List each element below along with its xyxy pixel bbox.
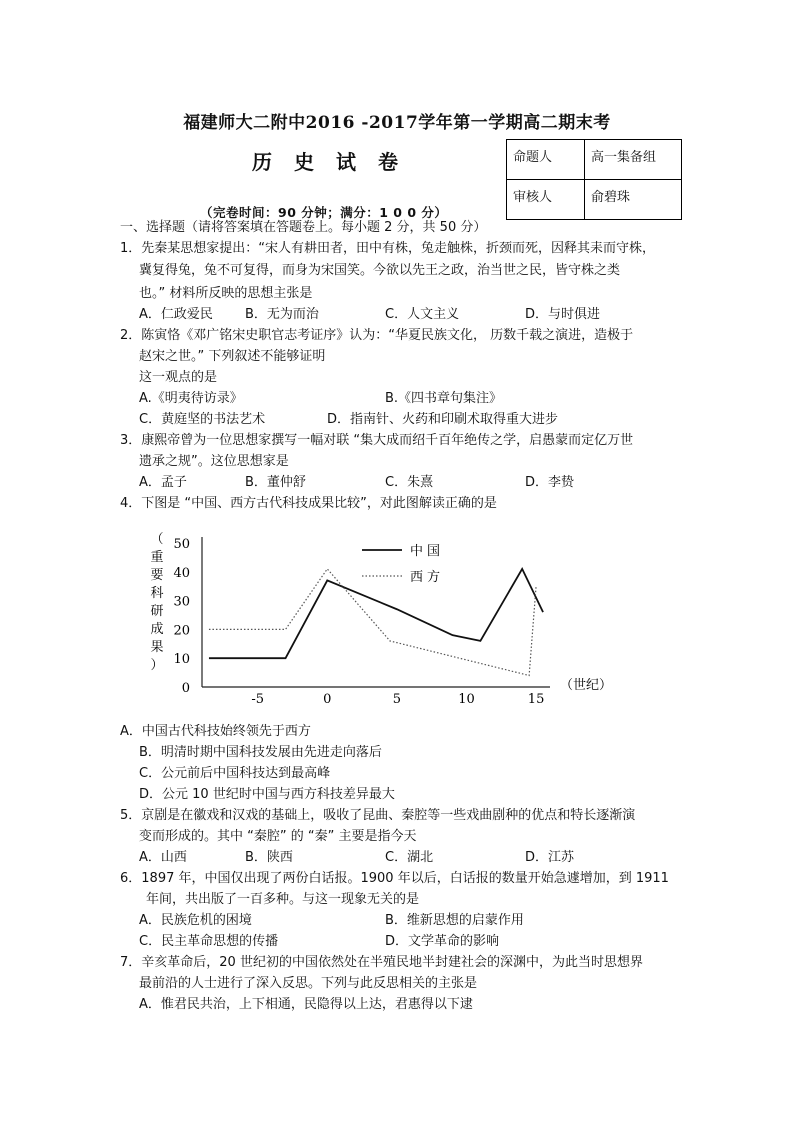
answer-option: B.《四书章句集注》 <box>385 391 503 406</box>
legend-label: 中国 <box>410 544 445 559</box>
x-axis-label: （世纪） <box>560 678 613 693</box>
x-tick-label: 5 <box>392 692 402 707</box>
answer-option: B．明清时期中国科技发展由先进走向落后 <box>139 745 382 760</box>
question-line: 赵宋之世。” 下列叙述不能够证明 <box>139 349 326 364</box>
x-tick-label: 10 <box>458 692 475 707</box>
staff-role: 命题人 <box>507 140 585 180</box>
answer-option: C．朱熹 <box>385 475 434 490</box>
y-tick-label: 50 <box>173 537 190 552</box>
answer-option: B．维新思想的启蒙作用 <box>385 913 524 928</box>
question-line: 4．下图是 “中国、西方古代科技成果比较”，对此图解读正确的是 <box>120 496 497 511</box>
answer-option: A．仁政爱民 <box>139 307 213 322</box>
y-tick-label: 10 <box>173 652 190 668</box>
answer-option: D．与时俱进 <box>525 307 601 322</box>
answer-option: B．无为而治 <box>245 307 319 322</box>
question-line: 6．1897 年，中国仅出现了两份白话报。1900 年以后，白话报的数量开始急遽增加，到 1911 <box>120 871 669 886</box>
question-line: 1．先秦某思想家提出：“宋人有耕田者，田中有株，兔走触株，折颈而死，因释其耒而守株， <box>120 241 656 256</box>
answer-option: D．公元 10 世纪时中国与西方科技差异最大 <box>139 787 395 802</box>
answer-option: D．文学革命的影响 <box>385 934 500 949</box>
answer-option: A．中国古代科技始终领先于西方 <box>120 724 311 739</box>
question-line: 最前沿的人士进行了深入反思。下列与此反思相关的主张是 <box>139 976 478 991</box>
question-line: 变而形成的。其中 “秦腔” 的 “秦” 主要是指今天 <box>139 829 417 844</box>
answer-option: A．惟君民共治，上下相通，民隐得以上达，君惠得以下逮 <box>139 997 473 1012</box>
staff-name: 高一集备组 <box>585 140 682 180</box>
question-line: 冀复得兔，兔不可复得，而身为宋国笑。今欲以先王之政，治当世之民，皆守株之类 <box>139 263 621 278</box>
staff-role: 审核人 <box>507 180 585 220</box>
staff-table <box>506 139 682 220</box>
exam-subject: 历史试卷 <box>252 150 420 174</box>
answer-option: A．民族危机的困境 <box>139 913 252 928</box>
y-tick-label: 0 <box>181 681 190 696</box>
section-title: 一、选择题（请将答案填在答题卷上。每小题 2 分，共 50 分） <box>120 220 487 235</box>
answer-option: B．董仲舒 <box>245 475 306 490</box>
answer-option: D．指南针、火药和印刷术取得重大进步 <box>327 412 559 427</box>
answer-option: C．黄庭坚的书法艺术 <box>139 412 266 427</box>
legend-label: 西方 <box>410 570 445 585</box>
exam-time-info: （完卷时间：90 分钟；满分：1 0 0 分） <box>200 205 448 220</box>
tech-comparison-chart <box>140 525 620 715</box>
answer-option: D．李贽 <box>525 475 575 490</box>
staff-name: 俞碧珠 <box>585 180 682 220</box>
answer-option: B．陕西 <box>245 850 293 865</box>
exam-title: 福建师大二附中2016 -2017学年第一学期高二期末考 <box>183 113 611 133</box>
x-tick-label: 0 <box>323 692 332 707</box>
answer-option: D．江苏 <box>525 850 575 865</box>
x-tick-label: -5 <box>251 692 265 707</box>
y-axis-label: （重要科研成果） <box>150 532 164 673</box>
series-line-china <box>209 569 543 658</box>
staff-row <box>507 180 682 220</box>
question-line: 7．辛亥革命后，20 世纪初的中国依然处在半殖民地半封建社会的深渊中，为此当时思想界 <box>120 955 643 970</box>
question-line: 3．康熙帝曾为一位思想家撰写一幅对联 “集大成而绍千百年绝传之学，启愚蒙而定亿万世 <box>120 433 634 448</box>
answer-option: C．人文主义 <box>385 307 460 322</box>
answer-option: C．湖北 <box>385 850 434 865</box>
answer-option: C．公元前后中国科技达到最高峰 <box>139 766 331 781</box>
question-line: 2．陈寅恪《邓广铭宋史职官志考证序》认为：“华夏民族文化， 历数千载之演进，造极于 <box>120 328 634 343</box>
y-tick-label: 20 <box>173 623 190 639</box>
staff-row <box>507 140 682 180</box>
question-line: 年间，共出版了一百多种。与这一现象无关的是 <box>146 892 420 907</box>
x-tick-label: 15 <box>527 692 545 707</box>
series-line-west <box>209 569 536 676</box>
answer-option: A．山西 <box>139 850 187 865</box>
answer-option: A.《明夷待访录》 <box>139 391 243 406</box>
y-tick-label: 40 <box>173 565 190 581</box>
answer-option: A．孟子 <box>139 475 187 490</box>
question-line: 遗承之规”。这位思想家是 <box>139 454 289 469</box>
question-line: 5．京剧是在徽戏和汉戏的基础上，吸收了昆曲、秦腔等一些戏曲剧种的优点和特长逐渐演 <box>120 808 636 823</box>
question-line: 这一观点的是 <box>139 370 218 385</box>
y-tick-label: 30 <box>173 594 190 610</box>
question-line: 也。” 材料所反映的思想主张是 <box>139 286 313 301</box>
answer-option: C．民主革命思想的传播 <box>139 934 279 949</box>
